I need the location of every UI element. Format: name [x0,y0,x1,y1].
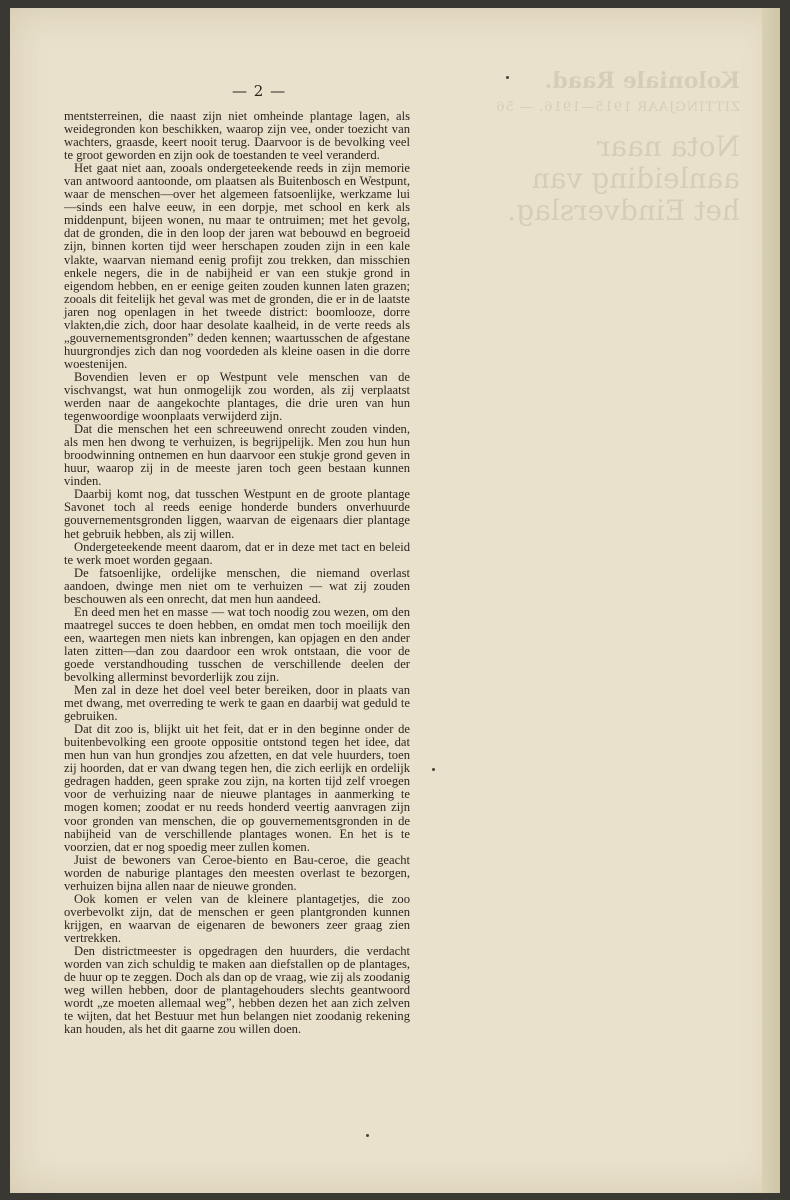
ghost-line-2: ZITTINGJAAR 1915—1916. — 56 [495,100,740,115]
paper-speck [506,76,509,79]
paragraph: Juist de bewoners van Ceroe-biento en Bau-ceroe, die geacht worden de naburige plantages den meesten overlast te bezorgen, verhuizen bijna allen naar de nieuwe gronden. [64,852,410,893]
paragraph: Ondergeteekende meent daarom, dat er in deze met tact en beleid te werk moet worden gegaan. [64,539,410,567]
page-edge [762,8,780,1193]
paper-speck [366,1134,369,1137]
paper-speck [432,768,435,771]
paragraph: Daarbij komt nog, dat tusschen Westpunt en de groote plantage Savonet toch al reeds eenige honderde bunders onverhuurde gouvernementsgronden liggen, waarvan de eigenaars dier plantage het gebruik hebben, als zij willen. [64,487,410,541]
paragraph: Dat die menschen het een schreeuwend onrecht zouden vinden, als men hen dwong te verhuizen, is begrijpelijk. Men zou hun hun broodwinning ontnemen en hun daarvoor een stukje grond geven in huur, waarop zij in de meeste jaren toch geen bestaan kunnen vinden. [64,422,410,489]
ghost-line-1: Koloniale Raad. [544,68,740,94]
paragraph: En deed men het en masse — wat toch noodig zou wezen, om den maatregel succes te doen hebben, en omdat men toch moeilijk den een, waartegen men niets kan inbrengen, kan opjagen en den ander laten zitten—dan zou daardoor een wrok ontstaan, die voor de goede verstandhouding tusschen de verschillende deelen der bevolking allerminst bevorderlijk zou zijn. [64,604,410,685]
document-page [10,8,780,1193]
body-text [64,110,410,1036]
page-number: — 2 — [232,82,287,100]
paragraph: Den districtmeester is opgedragen den huurders, die verdacht worden van zich schuldig te maken aan diefstallen op de plantages, de huur op te zeggen. Doch als dan op de vraag, wie zij als zoodanig weg willen hebben, door de plantagehouders slechts geantwoord wordt „ze moeten allemaal weg”, hebben dezen het aan zich zelven te wijten, dat het Bestuur met hun belangen niet zoodanig rekening kan houden, als het dit gaarne zou willen doen. [64,944,410,1037]
paragraph: Dat dit zoo is, blijkt uit het feit, dat er in den beginne onder de buitenbevolking een groote oppositie ontstond tegen het idee, dat men hun van hun grondjes zou afzetten, en dat vele huurders, toen zij hoorden, dat er van dwang tegen hen, die zich eerlijk en ordelijk gedragen hadden, geen sprake zou zijn, na korten tijd zelf vroegen voor de verhuizing naar de nieuwe plantages in aanmerking te mogen komen; zoodat er nu reeds honderd veertig aanvragen zijn voor gronden van menschen, die op gouvernementsgronden in de nabijheid van de verschillende plantages wonen. En het is te voorzien, dat er nog spoedig meer zullen komen. [64,722,410,854]
bleed-through-text [480,68,740,227]
paragraph: Ook komen er velen van de kleinere plantagetjes, die zoo overbevolkt zijn, dat de menschen er geen plantgronden kunnen krijgen, en waarvan de eigenaren de bewoners zeer graag zien vertrekken. [64,891,410,945]
paragraph: De fatsoenlijke, ordelijke menschen, die niemand overlast aandoen, dwinge men niet om te verhuizen — wat zij zouden beschouwen als een onrecht, dat men hun aandeed. [64,565,410,606]
paragraph: mentsterreinen, die naast zijn niet omheinde plantage lagen, als weidegronden kon beschikken, waarop zijn vee, onder toezicht van wachters, graasde, keert nooit terug. Daarvoor is de bevolking veel te groot geworden en zijn ook de toestanden te veel veranderd. [64,109,410,163]
paragraph: Het gaat niet aan, zooals ondergeteekende reeds in zijn memorie van antwoord aantoonde, om plaatsen als Buitenbosch en Westpunt, waar de menschen—over het algemeen fatsoenlijke, werkzame lui—sinds een halve eeuw, in een dorpje, met school en kerk als middenpunt, bijeen wonen, nu maar te ontruimen; met het gevolg, dat de gronden, die in den loop der jaren wat bebouwd en begroeid zijn, binnen korten tijd weer herschapen zouden zijn in een kale vlakte, waarvan niemand eenig profijt zou trekken, dan misschien enkele negers, die in de nabijheid er van een stukje grond in eigendom hebben, en er eenige geiten zouden kunnen laten grazen; zooals dit feitelijk het geval was met de gronden, die er in de laatste jaren nog openlagen in het tweede district: boomlooze, dorre vlakten,die zich, door haar desolate kaalheid, in de verte reeds als „gouvernementsgronden” deden kennen; waartusschen de afgestane huurgrondjes zich dan nog voordeden als kleine oasen in die dorre woestenijen. [64,161,410,371]
paragraph: Bovendien leven er op Westpunt vele menschen van de vischvangst, wat hun onmogelijk zou worden, als zij verplaatst werden naar de aangekochte plantages, die drie uren van hun tegenwoordige woonplaats verwijderd zijn. [64,369,410,424]
ghost-line-3: Nota naar aanleiding van het Eindverslag. [507,130,740,227]
paragraph: Men zal in deze het doel veel beter bereiken, door in plaats van met dwang, met overreding te werk te gaan en daarbij wat geduld te gebruiken. [64,683,410,724]
